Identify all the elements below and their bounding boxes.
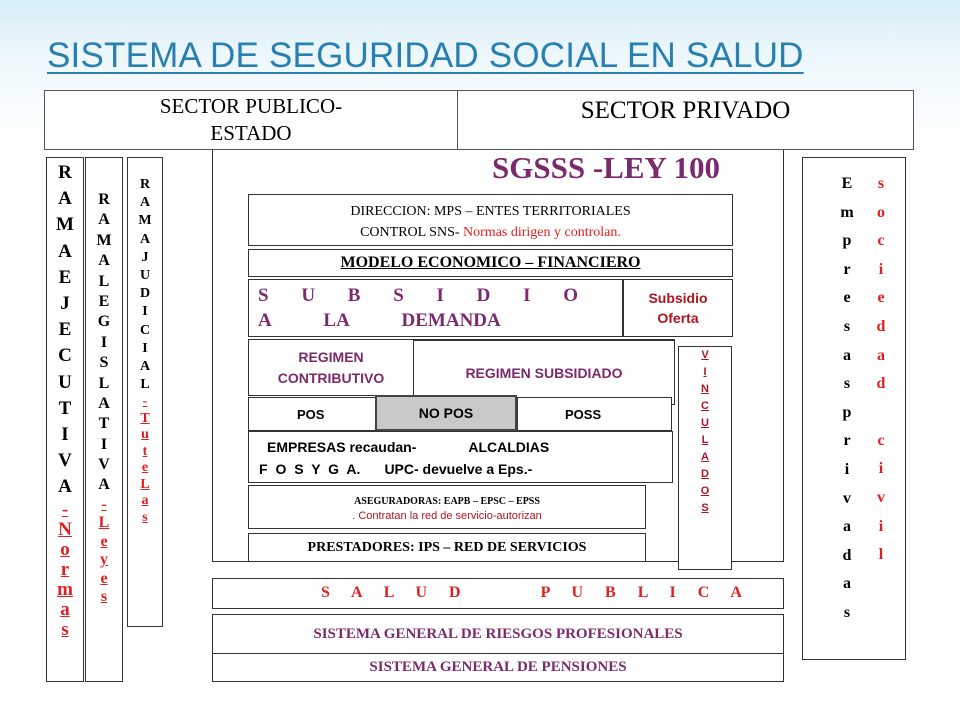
subsidio-oferta-line1: Subsidio [648, 290, 708, 306]
alcaldias: ALCALDIAS [468, 439, 550, 455]
rama-ejecutiva [46, 157, 84, 682]
rama-ejecutiva-label: R A M A E J E C U T I V A [56, 162, 74, 498]
sector-header [44, 90, 914, 150]
regimen-subsidiado-label: REGIMEN SUBSIDIADO [465, 364, 623, 381]
subsidio-demanda-line1: S U B S I D I O [258, 285, 581, 306]
empresas-privadas-label: E m p r e s a s p r i v a d a s [840, 175, 854, 621]
prestadores-box [248, 533, 646, 562]
empresas-line2 [249, 458, 672, 480]
subsidio-oferta-line2: Oferta [657, 310, 699, 326]
control-sns: CONTROL SNS- [360, 225, 460, 240]
empresas-recaudan: EMPRESAS recaudan- [267, 439, 417, 455]
aseguradoras-line2: . Contratan la red de servicio-autorizan [352, 510, 542, 522]
no-pos-box [375, 395, 517, 431]
empresas-box [248, 431, 673, 483]
vinculados-label: V I N C U L A D O S [700, 349, 710, 514]
page-title: SISTEMA DE SEGURIDAD SOCIAL EN SALUD [47, 36, 804, 75]
direccion-box [248, 194, 733, 246]
subsidio-demanda-box [248, 279, 623, 337]
subsidio-demanda-line2: A LA DEMANDA [258, 310, 501, 331]
rama-legislativa-sub: - L e y e s [98, 495, 110, 606]
sector-publico [45, 91, 458, 149]
rama-judicial-sub: - T u t e L a s [140, 394, 150, 525]
riesgos-box [212, 614, 784, 654]
upc-devuelve: UPC- devuelve a Eps.- [384, 461, 533, 477]
direccion-line1: DIRECCION: MPS – ENTES TERRITORIALES [350, 204, 631, 219]
rama-legislativa-label: R A M A L E G I S L A T I V A [96, 191, 112, 494]
rama-legislativa [85, 157, 123, 682]
publica-label: P U B L I C A [540, 584, 748, 601]
modelo-economico-label: MODELO ECONOMICO – FINANCIERO [340, 254, 641, 271]
aseguradoras-line1: ASEGURADORAS: EAPB – EPSC – EPSS [354, 496, 540, 507]
vinculados-box [678, 346, 732, 570]
rama-judicial-label: R A M A J U D I C I A L [138, 177, 152, 393]
sector-privado-label: SECTOR PRIVADO [580, 97, 791, 124]
regimen-contributivo-box [248, 339, 414, 396]
poss-label: POSS [565, 407, 602, 422]
subsidio-oferta-box [623, 279, 733, 337]
empresas-privadas-box [802, 157, 906, 660]
fosyga: F O S Y G A. [259, 461, 361, 477]
modelo-economico-box [248, 249, 733, 277]
pos-box [248, 397, 376, 431]
pos-label: POS [297, 407, 325, 422]
empresas-privadas-text [835, 170, 859, 628]
salud-publica-box [212, 578, 784, 609]
rama-ejecutiva-sub: - N o r m a s [57, 499, 73, 641]
salud-label: S A L U D [321, 584, 467, 601]
sociedad-label: s o c i e d a d [876, 175, 886, 393]
empresas-line1 [249, 436, 672, 458]
no-pos-label: NO POS [418, 405, 474, 421]
sociedad-civil-text [869, 170, 893, 570]
normas-text: Normas dirigen y controlan. [459, 225, 621, 240]
poss-box [517, 397, 672, 431]
aseguradoras-box [248, 485, 646, 529]
rama-judicial [127, 157, 163, 627]
riesgos-label: SISTEMA GENERAL DE RIESGOS PROFESIONALES [313, 625, 683, 642]
regimen-contributivo-line2: CONTRIBUTIVO [277, 369, 385, 386]
regimen-contributivo-line1: REGIMEN [298, 348, 364, 365]
pensiones-label: SISTEMA GENERAL DE PENSIONES [369, 659, 627, 675]
prestadores-label: PRESTADORES: IPS – RED DE SERVICIOS [307, 539, 587, 555]
sector-publico-label: SECTOR PUBLICO- ESTADO [159, 94, 343, 145]
civil-label: c i v i l [877, 431, 885, 564]
pensiones-box [212, 653, 784, 682]
sgsss-title: SGSSS -LEY 100 [492, 150, 720, 185]
direccion-line2 [249, 222, 732, 243]
sector-privado [458, 91, 913, 131]
